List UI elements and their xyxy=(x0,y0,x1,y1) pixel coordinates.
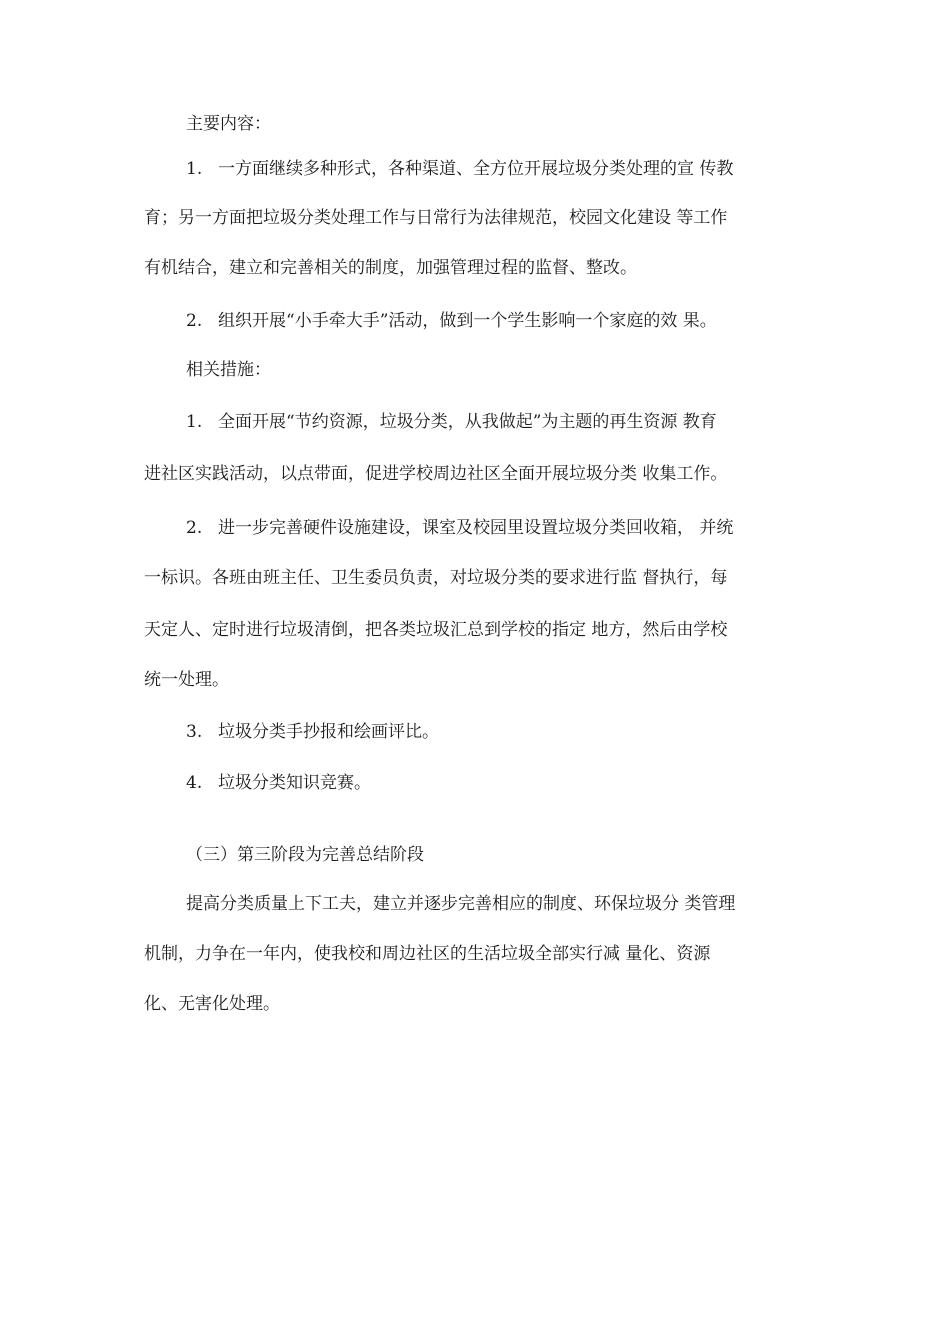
stage-three-line-3 xyxy=(144,992,824,1016)
paragraph-text: 垃圾分类知识竞赛。 xyxy=(218,773,371,793)
paragraph-text: 进一步完善硬件设施建设，课室及校园里设置垃圾分类回收箱， 并统 xyxy=(218,518,734,538)
paragraph-text: 一方面继续多种形式，各种渠道、全方位开展垃圾分类处理的宣 传教 xyxy=(218,159,734,179)
list-number: 2. xyxy=(186,518,203,538)
section-heading-measures xyxy=(186,358,826,382)
paragraph-text: 垃圾分类手抄报和绘画评比。 xyxy=(218,722,439,742)
list-number: 1. xyxy=(186,412,203,432)
paragraph-text: 育；另一方面把垃圾分类处理工作与日常行为法律规范，校园文化建设 等工作 xyxy=(144,208,728,228)
list-number: 2. xyxy=(186,311,203,331)
stage-three-line-1 xyxy=(186,892,826,916)
measure-item-2-line-2 xyxy=(144,566,824,590)
list-number: 1. xyxy=(186,159,203,179)
paragraph-text: 机制，力争在一年内，使我校和周边社区的生活垃圾全部实行减 量化、资源 xyxy=(144,944,711,964)
measure-item-1-line-2 xyxy=(144,462,824,486)
paragraph-text: 有机结合，建立和完善相关的制度，加强管理过程的监督、整改。 xyxy=(144,258,637,278)
stage-three-line-2 xyxy=(144,942,824,966)
section-heading-stage-three xyxy=(186,843,826,867)
measure-item-2-line-4 xyxy=(144,668,824,692)
list-item-1-line-2 xyxy=(144,206,824,230)
section-heading-main-content xyxy=(186,112,826,136)
list-number: 3. xyxy=(186,722,203,742)
paragraph-text: 化、无害化处理。 xyxy=(144,994,280,1014)
paragraph-text: 统一处理。 xyxy=(144,670,229,690)
heading-text: 相关措施： xyxy=(186,360,271,380)
list-item-1-line-1 xyxy=(186,157,826,181)
paragraph-text: 进社区实践活动，以点带面，促进学校周边社区全面开展垃圾分类 收集工作。 xyxy=(144,464,728,484)
list-item-2 xyxy=(186,309,826,333)
measure-item-1-line-1 xyxy=(186,410,826,434)
list-number: 4. xyxy=(186,773,203,793)
measure-item-2-line-1 xyxy=(186,516,826,540)
paragraph-text: 天定人、定时进行垃圾清倒，把各类垃圾汇总到学校的指定 地方，然后由学校 xyxy=(144,620,728,640)
paragraph-text: 组织开展“小手牵大手”活动，做到一个学生影响一个家庭的效 果。 xyxy=(218,311,717,331)
list-item-1-line-3 xyxy=(144,256,824,280)
measure-item-4 xyxy=(186,771,826,795)
measure-item-3 xyxy=(186,720,826,744)
heading-text: 主要内容： xyxy=(186,114,271,134)
measure-item-2-line-3 xyxy=(144,618,824,642)
heading-text: （三）第三阶段为完善总结阶段 xyxy=(186,845,424,865)
paragraph-text: 一标识。各班由班主任、卫生委员负责，对垃圾分类的要求进行监 督执行，每 xyxy=(144,568,728,588)
paragraph-text: 提高分类质量上下工夫，建立并逐步完善相应的制度、环保垃圾分 类管理 xyxy=(186,894,736,914)
paragraph-text: 全面开展“节约资源，垃圾分类，从我做起”为主题的再生资源 教育 xyxy=(218,412,717,432)
